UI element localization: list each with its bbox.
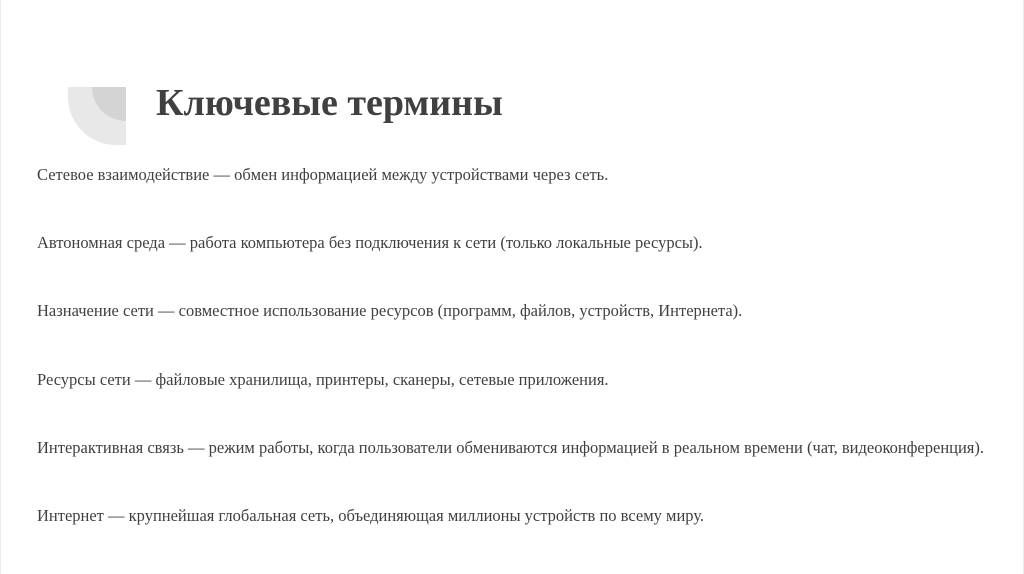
term-networking: Сетевое взаимодействие — обмен информацией между устройствами через сеть. xyxy=(37,165,609,184)
term-interactive-communication: Интерактивная связь — режим работы, когда пользователи обмениваются информацией в реальном времени (чат, видеоконференция). xyxy=(37,438,985,457)
term-network-purpose: Назначение сети — совместное использование ресурсов (программ, файлов, устройств, Интернета). xyxy=(37,301,743,320)
term-network-resources: Ресурсы сети — файловые хранилища, принтеры, сканеры, сетевые приложения. xyxy=(37,370,609,389)
slide-title: Ключевые термины xyxy=(156,82,503,124)
term-autonomous-environment: Автономная среда — работа компьютера без подключения к сети (только локальные ресурсы). xyxy=(37,233,703,252)
term-internet: Интернет — крупнейшая глобальная сеть, объединяющая миллионы устройств по всему миру. xyxy=(37,506,705,525)
decorative-quarter-circle-icon xyxy=(68,87,126,145)
terms-list xyxy=(37,163,987,528)
